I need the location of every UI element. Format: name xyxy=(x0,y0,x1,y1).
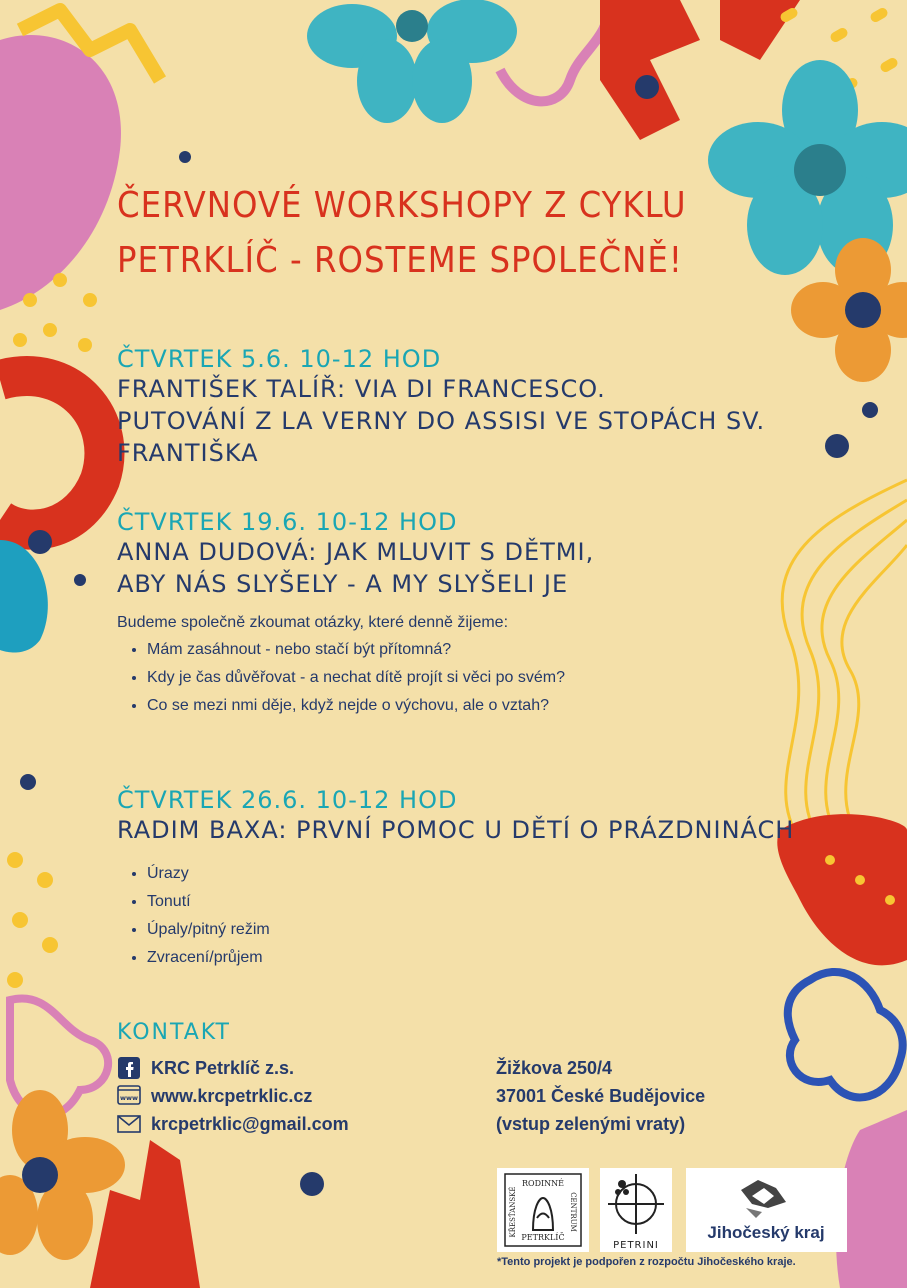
address-line-2: 37001 České Budějovice xyxy=(496,1086,706,1106)
address-block xyxy=(496,1054,705,1138)
kraj-label: Jihočeský kraj xyxy=(707,1223,825,1242)
facebook-icon xyxy=(117,1057,141,1079)
event-1-date: ČTVRTEK 5.6. 10-12 HOD xyxy=(117,345,442,373)
svg-text:CENTRUM: CENTRUM xyxy=(569,1192,577,1232)
web-icon xyxy=(117,1085,141,1107)
contact-email[interactable] xyxy=(117,1110,349,1138)
event-3-bullet-list xyxy=(117,860,797,972)
event-1-talk-line-2: PUTOVÁNÍ Z LA VERNY DO ASSISI VE STOPÁCH SV. FRANTIŠKA xyxy=(117,407,766,467)
event-2-intro: Budeme společně zkoumat otázky, které denně žijeme: xyxy=(117,614,509,631)
event-3-talk-line-1: RADIM BAXA: PRVNÍ POMOC U DĚTÍ O PRÁZDNINÁCH xyxy=(117,816,795,844)
address-line-3: (vstup zelenými vraty) xyxy=(496,1114,686,1134)
jihocesky-kraj-logo xyxy=(686,1168,847,1252)
event-3-description xyxy=(117,860,797,972)
list-item: • Tonutí xyxy=(147,888,797,916)
event-2-description xyxy=(117,614,797,720)
list-item: • Kdy je čas důvěřovat - a nechat dítě projít si věci po svém? xyxy=(147,664,797,692)
list-item: • Co se mezi nmi děje, když nejde o výchovu, ale o vztah? xyxy=(147,692,797,720)
event-3 xyxy=(117,786,797,972)
svg-text:PETRKLÍČ: PETRKLÍČ xyxy=(521,1233,565,1242)
list-item: • Zvracení/průjem xyxy=(147,944,797,972)
poster-title xyxy=(117,178,777,288)
krc-petrklic-logo xyxy=(497,1168,589,1252)
contact-heading: KONTAKT xyxy=(117,1020,231,1045)
address-line-1: Žižkova 250/4 xyxy=(496,1058,613,1078)
email-address: krcpetrklic@gmail.com xyxy=(151,1113,349,1134)
event-2 xyxy=(117,508,797,720)
svg-text:www: www xyxy=(119,1094,139,1102)
event-2-talk-line-1: ANNA DUDOVÁ: JAK MLUVIT S DĚTMI, xyxy=(117,538,595,566)
list-item: • Mám zasáhnout - nebo stačí být přítomná? xyxy=(147,636,797,664)
list-item: • Úpaly/pitný režim xyxy=(147,916,797,944)
svg-text:KŘESŤANSKÉ: KŘESŤANSKÉ xyxy=(509,1186,517,1238)
mail-icon xyxy=(117,1113,141,1135)
event-1 xyxy=(117,345,817,469)
event-3-date: ČTVRTEK 26.6. 10-12 HOD xyxy=(117,786,458,814)
event-2-talk-line-2: ABY NÁS SLYŠELY - A MY SLYŠELI JE xyxy=(117,570,569,598)
title-line-1: ČERVNOVÉ WORKSHOPY Z CYKLU xyxy=(117,185,687,226)
contact-web[interactable] xyxy=(117,1082,349,1110)
facebook-name: KRC Petrklíč z.s. xyxy=(151,1057,295,1078)
event-2-bullet-list xyxy=(117,636,797,720)
event-1-talk-line-1: FRANTIŠEK TALÍŘ: VIA DI FRANCESCO. xyxy=(117,375,606,403)
contact-block xyxy=(117,1054,349,1138)
list-item: • Úrazy xyxy=(147,860,797,888)
event-2-date: ČTVRTEK 19.6. 10-12 HOD xyxy=(117,508,458,536)
contact-facebook[interactable] xyxy=(117,1054,349,1082)
petrini-logo xyxy=(600,1168,672,1252)
funding-footnote: *Tento projekt je podpořen z rozpočtu Jihočeského kraje. xyxy=(497,1256,796,1268)
petrini-label: PETRINI xyxy=(613,1240,659,1251)
svg-text:RODINNÉ: RODINNÉ xyxy=(522,1179,564,1188)
title-line-2: PETRKLÍČ - ROSTEME SPOLEČNĚ! xyxy=(117,240,683,281)
website-link: www.krcpetrklic.cz xyxy=(151,1085,313,1106)
